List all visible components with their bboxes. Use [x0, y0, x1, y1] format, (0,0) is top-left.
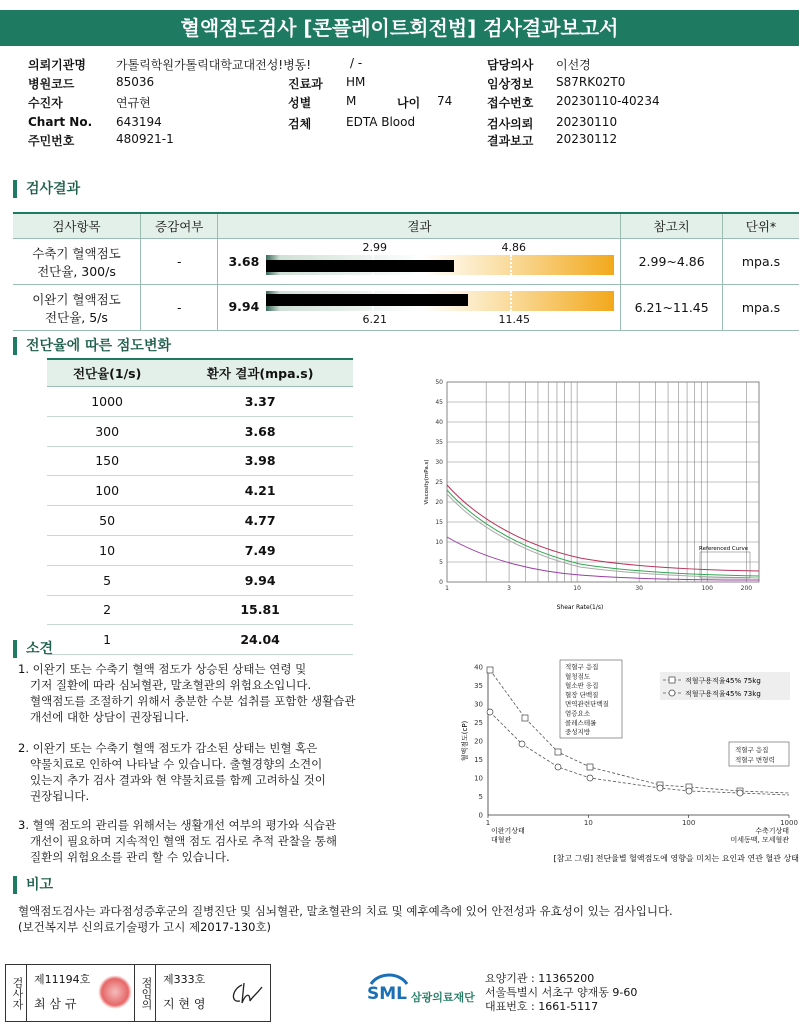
- section-note-heading: 비고: [13, 876, 53, 894]
- x-ticks: [445, 585, 752, 592]
- opinion-line: 권장됩니다.: [30, 789, 90, 803]
- legend-marker: [669, 677, 675, 683]
- opinion-1: [18, 661, 356, 725]
- y-tick-label: 25: [435, 479, 443, 486]
- range-high-label: 4.86: [501, 241, 526, 254]
- info-value: EDTA Blood: [346, 115, 416, 129]
- unit: mpa.s: [722, 239, 799, 285]
- x-tick-label: 10: [583, 819, 593, 827]
- ref-marker: [510, 255, 512, 275]
- table-row: [47, 625, 353, 655]
- result-bar: [266, 260, 454, 272]
- y-tick-label: 25: [474, 719, 483, 727]
- institution-code: 요양기관 : 11365200: [485, 972, 595, 985]
- seal-stamp: [98, 975, 132, 1009]
- shear-rate: 1: [47, 625, 167, 655]
- sig-label: 검사자: [6, 965, 27, 1021]
- viscosity-value: 3.68: [167, 416, 353, 446]
- info-value: / -: [350, 56, 363, 70]
- viscosity-value: 7.49: [167, 535, 353, 565]
- x-tick-label: 1: [485, 819, 491, 827]
- x-right-sub-label: 미세동맥, 모세혈관: [730, 836, 789, 844]
- x-axis-label: Shear Rate(1/s): [556, 604, 604, 611]
- test-item-shear: 전단율, 300/s: [37, 263, 116, 279]
- info-value: 20230110-40234: [556, 94, 660, 108]
- shear-rate: 300: [47, 416, 167, 446]
- info-key: 임상정보: [487, 77, 534, 91]
- x-left-sub-label: 대혈관: [491, 836, 512, 844]
- table-row: [47, 595, 353, 625]
- opinion-line: 질환의 위험요소를 관리 할 수 있습니다.: [30, 850, 230, 864]
- factor-label: 혈청점도: [565, 672, 591, 681]
- info-value: S87RK02T0: [556, 75, 626, 89]
- viscosity-curve-chart: [420, 372, 770, 617]
- marker: [555, 749, 561, 755]
- marker: [587, 775, 593, 781]
- sig-license: 제11194호: [34, 973, 91, 986]
- result-bar-cell: [218, 285, 621, 331]
- info-row-4: [0, 115, 799, 133]
- marker: [522, 715, 528, 721]
- info-key: 결과보고: [487, 134, 534, 148]
- table-row: [47, 387, 353, 417]
- result-table-header: [13, 213, 799, 239]
- info-key: 담당의사: [487, 58, 534, 72]
- info-key: 성별: [288, 96, 312, 110]
- x-tick-label: 100: [681, 819, 696, 827]
- table-row: [13, 285, 799, 331]
- info-row-3: [0, 94, 799, 112]
- shear-rate: 150: [47, 446, 167, 476]
- info-row-5: [0, 132, 799, 150]
- marker: [737, 790, 743, 796]
- col-header: 참고치: [621, 213, 723, 239]
- legend-label: 적혈구용적율45% 73kg: [685, 690, 761, 698]
- marker: [487, 667, 493, 673]
- col-header: 환자 결과(mpa.s): [167, 359, 353, 387]
- viscosity-value: 15.81: [167, 595, 353, 625]
- sig-name: 지 현 영: [163, 997, 206, 1011]
- signature-box-1: [5, 964, 271, 1022]
- table-row: [47, 565, 353, 595]
- footer: [5, 962, 799, 1022]
- opinion-line: 약물치료로 인하여 나타날 수 있습니다. 출혈경향의 소견이: [30, 757, 323, 771]
- result-bar: [266, 294, 468, 306]
- y-tick-label: 35: [474, 682, 483, 690]
- viscosity-value: 4.77: [167, 506, 353, 536]
- change-flag: -: [140, 239, 218, 285]
- y-tick-label: 15: [474, 756, 483, 764]
- info-value: 이선경: [556, 58, 591, 72]
- y-tick-label: 0: [478, 811, 483, 820]
- marker: [657, 785, 663, 791]
- marker: [487, 709, 493, 715]
- info-key: 주민번호: [28, 134, 75, 148]
- y-tick-label: 10: [474, 774, 483, 783]
- viscosity-value: 4.21: [167, 476, 353, 506]
- info-value: 643194: [116, 115, 162, 129]
- viscosity-value: 9.94: [167, 565, 353, 595]
- col-header: 검사항목: [13, 213, 140, 239]
- range-high-label: 11.45: [498, 313, 530, 326]
- note-line: 혈액점도검사는 과다점성증후군의 질병진단 및 심뇌혈관, 말초혈관의 치료 및 예후예측에 있어 안전성과 유효성이 있는 검사입니다.: [18, 904, 673, 918]
- annotation-label: Referenced Curve: [699, 546, 749, 552]
- change-flag: -: [140, 285, 218, 331]
- y-tick-label: 20: [435, 499, 443, 506]
- x-tick-label: 30: [635, 585, 644, 592]
- unit: mpa.s: [722, 285, 799, 331]
- factor-label: 적혈구 응집: [735, 746, 769, 754]
- note-text: [18, 903, 673, 935]
- col-header: 전단율(1/s): [47, 359, 167, 387]
- sml-logo: [365, 972, 485, 1012]
- info-row-2: [0, 75, 799, 93]
- info-row-1: [0, 56, 799, 74]
- result-value: 9.94: [228, 299, 260, 314]
- test-item-name: 수축기 혈액점도: [32, 245, 121, 261]
- y-ticks: [435, 379, 443, 586]
- note-line: (보건복지부 신의료기술평가 고시 제2017-130호): [18, 920, 272, 934]
- section-shear-heading: 전단율에 따른 점도변화: [13, 337, 171, 355]
- y-tick-label: 5: [478, 793, 483, 801]
- x-tick-label: 200: [740, 585, 753, 592]
- viscosity-value: 3.37: [167, 387, 353, 417]
- factor-label: 혈장 단백질: [565, 690, 599, 699]
- opinion-3: [18, 817, 337, 865]
- x-tick-label: 1000: [780, 819, 798, 827]
- y-tick-label: 30: [435, 459, 443, 466]
- sig-name: 최 삼 규: [34, 997, 77, 1011]
- shear-rate: 1000: [47, 387, 167, 417]
- reference-range: 2.99~4.86: [621, 239, 723, 285]
- y-tick-label: 40: [474, 663, 483, 672]
- viscosity-value: 24.04: [167, 625, 353, 655]
- info-value: 480921-1: [116, 132, 174, 146]
- result-table: [13, 212, 799, 331]
- table-row: [47, 535, 353, 565]
- y-tick-label: 30: [474, 700, 483, 709]
- x-tick-label: 3: [507, 585, 511, 592]
- y-axis-label: Viscosity(mPa.s): [424, 459, 430, 505]
- phone: 대표번호 : 1661-5117: [485, 1000, 599, 1013]
- opinion-line: 2. 이완기 또는 수축기 혈액 점도가 감소된 상태는 빈혈 혹은: [18, 741, 318, 755]
- y-tick-label: 5: [439, 559, 443, 566]
- factor-reference-chart: [455, 655, 799, 870]
- shear-rate: 5: [47, 565, 167, 595]
- factor-label: 콜레스테롤: [565, 718, 597, 727]
- chart-caption: [참고 그림] 전단율별 혈액점도에 영향을 미치는 요인과 연관 혈관 상태: [553, 854, 799, 863]
- x-right-label: 수축기상태: [755, 827, 789, 835]
- range-low-label: 2.99: [362, 241, 387, 254]
- address: 서울특별시 서초구 양재동 9-60: [485, 986, 638, 999]
- factor-label: 적혈구 변형력: [735, 756, 775, 764]
- factor-label: 혈소판 응집: [565, 681, 599, 690]
- section-result-heading: 검사결과: [13, 180, 80, 198]
- info-value: 85036: [116, 75, 155, 89]
- info-key: 진료과: [288, 77, 323, 91]
- marker: [587, 764, 593, 770]
- info-key: 수진자: [28, 96, 63, 110]
- x-left-label: 이완기상태: [491, 827, 525, 835]
- y-axis-label: 혈액점도(cP): [461, 720, 469, 762]
- legend-marker: [669, 690, 675, 696]
- sig-license: 제333호: [163, 973, 206, 986]
- info-value: 연규현: [116, 96, 151, 110]
- table-row: [47, 416, 353, 446]
- info-key: 접수번호: [487, 96, 534, 110]
- section-opinion-heading: 소견: [13, 640, 53, 658]
- table-row: [47, 506, 353, 536]
- legend-label: 적혈구용적율45% 75kg: [685, 677, 761, 685]
- opinion-line: 3. 혈액 점도의 관리를 위해서는 생활개선 여부의 평가와 식습관: [18, 818, 336, 832]
- viscosity-value: 3.98: [167, 446, 353, 476]
- info-value: 20230112: [556, 132, 618, 146]
- y-ticks: [474, 664, 483, 820]
- marker: [519, 741, 525, 747]
- opinion-line: 1. 이완기 또는 수축기 혈액 점도가 상승된 상태는 연령 및: [18, 662, 307, 676]
- factor-label: 염증요소: [565, 709, 591, 718]
- info-key: 병원코드: [28, 77, 75, 91]
- result-bar-cell: [218, 239, 621, 285]
- logo-text: 삼광의료재단: [411, 991, 475, 1004]
- test-item-name: 이완기 혈액점도: [32, 291, 121, 307]
- opinion-line: 혈액점도를 조절하기 위해서 충분한 수분 섭취를 포함한 생활습관: [30, 694, 356, 708]
- y-tick-label: 10: [435, 539, 443, 546]
- logo-mark: SML: [367, 984, 407, 1004]
- range-low-label: 6.21: [362, 313, 387, 326]
- y-tick-label: 35: [435, 439, 443, 446]
- report-title: 혈액점도검사 [콘플레이트회전법] 검사결과보고서: [0, 10, 799, 46]
- shear-rate: 10: [47, 535, 167, 565]
- test-item: [13, 285, 140, 331]
- opinion-line: 있는지 추가 검사 결과와 현 약물치료를 함께 고려하실 것이: [30, 773, 326, 787]
- reference-range: 6.21~11.45: [621, 285, 723, 331]
- factor-label: 중성지방: [565, 728, 591, 737]
- info-key: 의뢰기관명: [28, 58, 86, 72]
- opinion-2: [18, 740, 326, 804]
- y-tick-label: 40: [435, 419, 443, 426]
- opinion-line: 개선이 필요하며 지속적인 혈액 점도 검사로 추적 관찰을 통해: [30, 834, 337, 848]
- info-value: M: [346, 94, 357, 108]
- result-value: 3.68: [228, 254, 260, 269]
- patient-info: [0, 56, 799, 148]
- address-block: [485, 972, 637, 1014]
- opinion-line: 개선에 대한 상담이 권장됩니다.: [30, 710, 190, 724]
- table-row: [47, 446, 353, 476]
- handwritten-signature: [228, 979, 266, 1009]
- shear-table: [47, 358, 353, 655]
- ref-marker: [510, 291, 512, 311]
- x-tick-label: 1: [445, 585, 449, 592]
- sig-label: 점임의: [134, 965, 156, 1021]
- marker: [555, 764, 561, 770]
- info-key: Chart No.: [28, 115, 93, 129]
- info-key: 검사의뢰: [487, 117, 534, 131]
- test-item: [13, 239, 140, 285]
- y-tick-label: 20: [474, 737, 483, 746]
- table-row: [47, 476, 353, 506]
- y-tick-label: 50: [435, 379, 443, 386]
- marker: [686, 788, 692, 794]
- test-item-shear: 전단율, 5/s: [45, 309, 108, 325]
- info-value: 74: [437, 94, 453, 108]
- x-ticks: [486, 815, 798, 827]
- x-tick-label: 10: [573, 585, 581, 592]
- x-tick-label: 100: [701, 585, 713, 592]
- shear-rate: 50: [47, 506, 167, 536]
- factor-label: 면역관련단백질: [565, 700, 609, 709]
- y-tick-label: 45: [435, 399, 443, 406]
- col-header: 결과: [218, 213, 621, 239]
- factor-label: 적혈구 응집: [565, 663, 599, 671]
- info-value: 20230110: [556, 115, 618, 129]
- shear-table-header: [47, 359, 353, 387]
- table-row: [13, 239, 799, 285]
- info-key: 나이: [397, 96, 421, 110]
- info-key: 검체: [288, 117, 312, 131]
- shear-rate: 100: [47, 476, 167, 506]
- info-value: HM: [346, 75, 366, 89]
- shear-rate: 2: [47, 595, 167, 625]
- opinion-line: 기저 질환에 따라 심뇌혈관, 말초혈관의 위험요소입니다.: [30, 678, 312, 692]
- col-header: 증감여부: [140, 213, 218, 239]
- y-tick-label: 0: [439, 579, 443, 586]
- col-header: 단위*: [722, 213, 799, 239]
- info-value: 가톨릭학원가톨릭대학교대전성!병동!: [116, 58, 312, 72]
- y-tick-label: 15: [435, 519, 443, 526]
